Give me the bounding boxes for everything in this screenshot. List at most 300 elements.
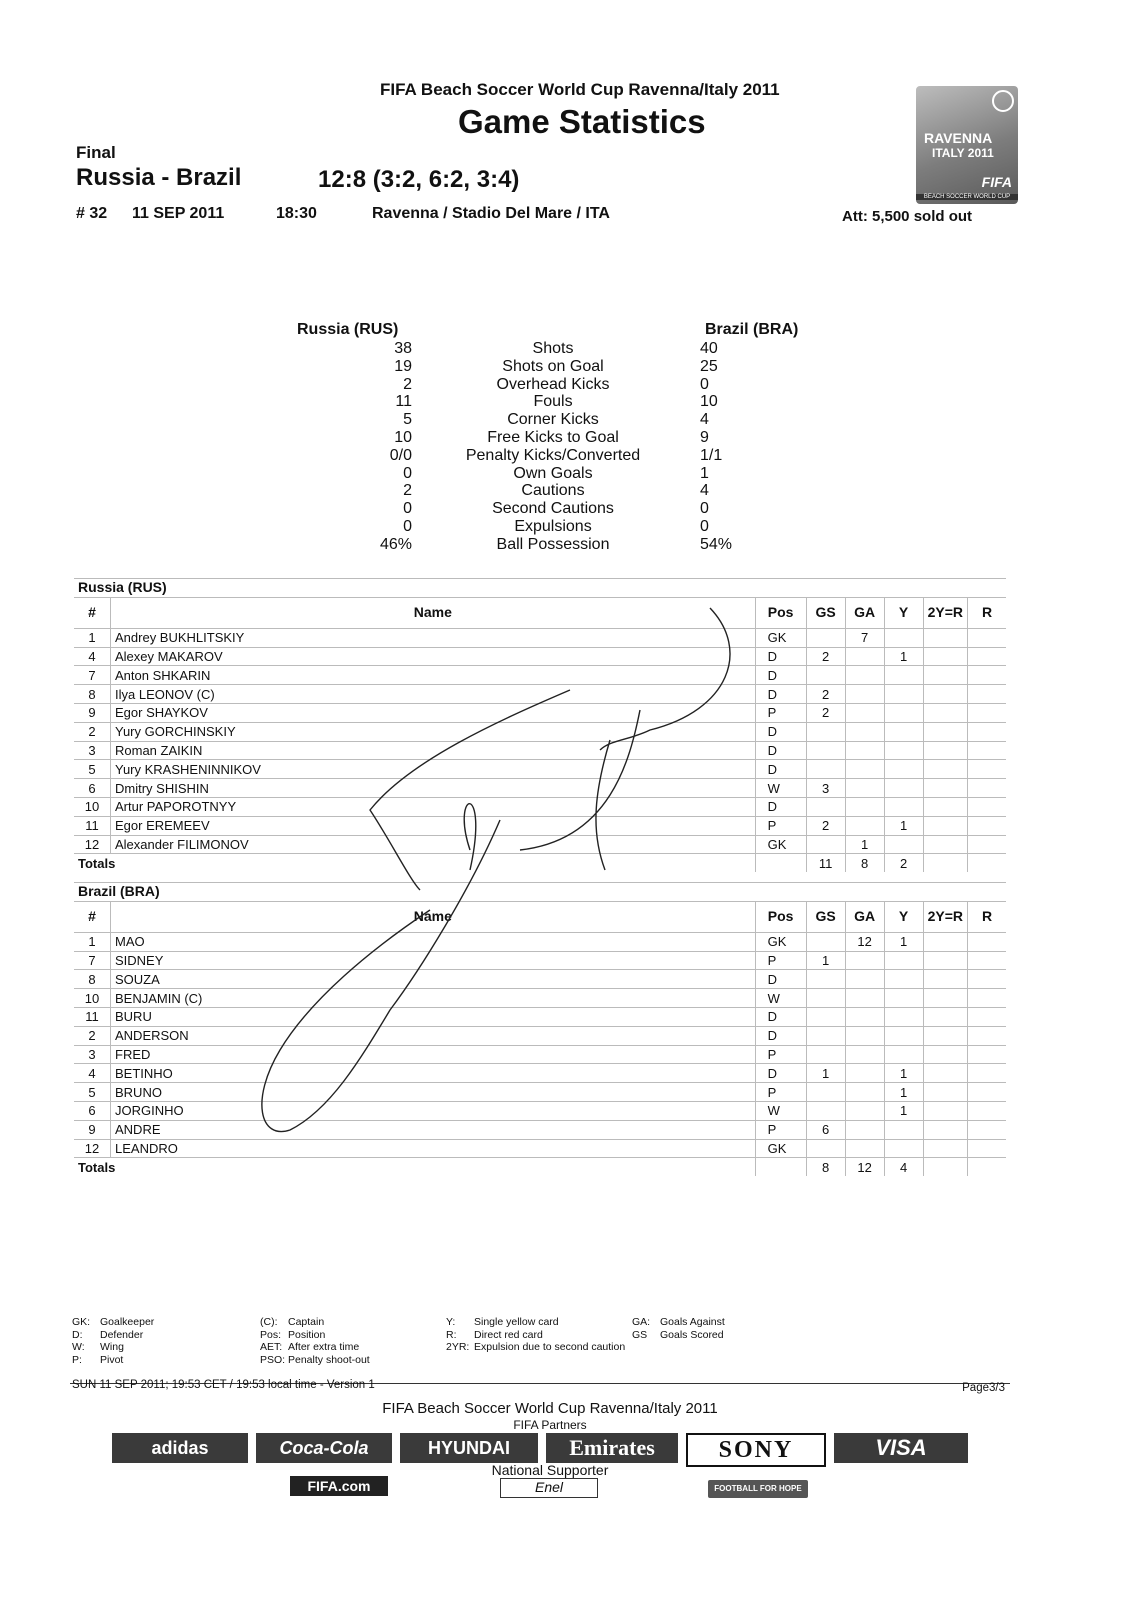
player-position: P bbox=[755, 1045, 806, 1064]
player-y2r bbox=[923, 647, 967, 666]
col-gs: GS bbox=[806, 901, 845, 932]
stats-away-team: Brazil (BRA) bbox=[705, 321, 799, 338]
player-number: 11 bbox=[74, 1007, 111, 1026]
legend-item bbox=[72, 1341, 154, 1354]
stat-label: Ball Possession bbox=[496, 535, 610, 553]
legend-item bbox=[72, 1354, 154, 1367]
legend-value: Expulsion due to second caution bbox=[474, 1341, 626, 1353]
player-gs: 3 bbox=[806, 779, 845, 798]
player-number: 3 bbox=[74, 741, 111, 760]
sponsor-coca-cola: Coca-Cola bbox=[256, 1433, 392, 1463]
stat-row bbox=[270, 411, 830, 429]
player-gs: 1 bbox=[806, 951, 845, 970]
player-number: 12 bbox=[74, 1139, 111, 1158]
player-gs bbox=[806, 989, 845, 1008]
legend-goals bbox=[632, 1316, 725, 1341]
stat-label: Fouls bbox=[533, 393, 573, 411]
stat-label: Corner Kicks bbox=[507, 411, 599, 429]
player-y bbox=[884, 1007, 923, 1026]
player-position: D bbox=[755, 1007, 806, 1026]
player-name: Dmitry SHISHIN bbox=[111, 779, 756, 798]
totals-pos bbox=[755, 1158, 806, 1176]
player-r bbox=[968, 816, 1007, 835]
player-ga: 7 bbox=[845, 628, 884, 647]
stat-label: Shots bbox=[532, 340, 574, 357]
player-gs bbox=[806, 1026, 845, 1045]
player-y2r bbox=[923, 1139, 967, 1158]
player-name: Roman ZAIKIN bbox=[111, 741, 756, 760]
legend-positions bbox=[72, 1316, 154, 1366]
player-position: D bbox=[755, 685, 806, 704]
player-gs bbox=[806, 666, 845, 685]
player-position: D bbox=[755, 666, 806, 685]
player-name: Alexey MAKAROV bbox=[111, 647, 756, 666]
totals-r bbox=[968, 854, 1007, 872]
legend-value: Single yellow card bbox=[474, 1316, 559, 1328]
player-name: Andrey BUKHLITSKIY bbox=[111, 628, 756, 647]
matchup: Russia - Brazil bbox=[76, 164, 242, 191]
player-y bbox=[884, 741, 923, 760]
player-y bbox=[884, 835, 923, 854]
stat-home-value: 10 bbox=[394, 428, 412, 446]
player-position: D bbox=[755, 1026, 806, 1045]
stat-label: Second Cautions bbox=[492, 500, 614, 518]
totals-row bbox=[74, 1158, 1006, 1176]
player-number: 8 bbox=[74, 970, 111, 989]
legend-item bbox=[72, 1316, 154, 1329]
col-name: Name bbox=[111, 901, 756, 932]
player-r bbox=[968, 1083, 1007, 1102]
totals-r bbox=[968, 1158, 1007, 1176]
attendance: Att: 5,500 sold out bbox=[842, 208, 973, 225]
player-y: 1 bbox=[884, 1083, 923, 1102]
player-r bbox=[968, 741, 1007, 760]
sponsor-emirates: Emirates bbox=[546, 1433, 678, 1463]
legend-item bbox=[260, 1329, 370, 1342]
col-gs: GS bbox=[806, 597, 845, 628]
totals-gs: 8 bbox=[806, 1158, 845, 1176]
player-position: D bbox=[755, 722, 806, 741]
legend-key: (C): bbox=[260, 1316, 278, 1328]
player-y bbox=[884, 1026, 923, 1045]
legend-item bbox=[446, 1316, 625, 1329]
player-gs: 6 bbox=[806, 1120, 845, 1139]
player-position: GK bbox=[755, 835, 806, 854]
player-position: D bbox=[755, 741, 806, 760]
player-r bbox=[968, 1026, 1007, 1045]
legend-value: Wing bbox=[100, 1341, 124, 1353]
player-name: Anton SHKARIN bbox=[111, 666, 756, 685]
document-title: Game Statistics bbox=[458, 103, 706, 140]
totals-label: Totals bbox=[78, 855, 116, 871]
stat-away-value: 1/1 bbox=[700, 446, 723, 464]
tournament-logo bbox=[916, 86, 1018, 204]
player-gs bbox=[806, 760, 845, 779]
totals-ga: 8 bbox=[845, 854, 884, 872]
player-y bbox=[884, 970, 923, 989]
player-ga bbox=[845, 1139, 884, 1158]
match-date: 11 SEP 2011 bbox=[132, 205, 225, 222]
stat-row bbox=[270, 482, 830, 500]
player-name: Egor SHAYKOV bbox=[111, 703, 756, 722]
player-position: P bbox=[755, 951, 806, 970]
player-number: 5 bbox=[74, 760, 111, 779]
player-y: 1 bbox=[884, 1064, 923, 1083]
player-name: BURU bbox=[111, 1007, 756, 1026]
stat-home-value: 46% bbox=[379, 535, 412, 553]
legend-value: Position bbox=[288, 1328, 326, 1341]
player-r bbox=[968, 1139, 1007, 1158]
player-y: 1 bbox=[884, 932, 923, 951]
player-position: P bbox=[755, 816, 806, 835]
player-position: GK bbox=[755, 932, 806, 951]
player-y2r bbox=[923, 1007, 967, 1026]
player-y bbox=[884, 685, 923, 704]
player-number: 4 bbox=[74, 647, 111, 666]
player-y2r bbox=[923, 1120, 967, 1139]
stat-row bbox=[270, 376, 830, 394]
stat-home-value: 19 bbox=[394, 357, 412, 375]
player-number: 11 bbox=[74, 816, 111, 835]
player-gs bbox=[806, 970, 845, 989]
stat-away-value: 54% bbox=[700, 535, 733, 553]
stat-home-value: 38 bbox=[394, 340, 412, 357]
player-number: 1 bbox=[74, 628, 111, 647]
player-name: Yury KRASHENINNIKOV bbox=[111, 760, 756, 779]
player-y2r bbox=[923, 1083, 967, 1102]
stat-away-value: 9 bbox=[700, 428, 709, 446]
player-y bbox=[884, 722, 923, 741]
player-ga bbox=[845, 779, 884, 798]
logo-line-3: FIFA bbox=[981, 174, 1012, 190]
player-y bbox=[884, 779, 923, 798]
col-name: Name bbox=[111, 597, 756, 628]
player-gs bbox=[806, 1101, 845, 1120]
stat-home-value: 2 bbox=[403, 375, 412, 393]
totals-y: 4 bbox=[884, 1158, 923, 1176]
player-number: 7 bbox=[74, 951, 111, 970]
player-position: D bbox=[755, 797, 806, 816]
player-y bbox=[884, 1045, 923, 1064]
player-name: LEANDRO bbox=[111, 1139, 756, 1158]
player-number: 8 bbox=[74, 685, 111, 704]
player-ga bbox=[845, 1045, 884, 1064]
player-r bbox=[968, 703, 1007, 722]
legend-item bbox=[260, 1316, 370, 1329]
stat-away-value: 10 bbox=[700, 393, 718, 411]
stat-row bbox=[270, 447, 830, 465]
player-r bbox=[968, 1101, 1007, 1120]
team-name: Russia (RUS) bbox=[74, 579, 1006, 598]
player-position: GK bbox=[755, 628, 806, 647]
player-gs: 2 bbox=[806, 816, 845, 835]
legend-key: PSO: bbox=[260, 1353, 286, 1366]
player-r bbox=[968, 722, 1007, 741]
player-ga bbox=[845, 647, 884, 666]
page-number: Page3/3 bbox=[962, 1382, 1005, 1394]
player-y2r bbox=[923, 932, 967, 951]
player-ga bbox=[845, 1083, 884, 1102]
player-number: 5 bbox=[74, 1083, 111, 1102]
stat-home-value: 2 bbox=[403, 482, 412, 500]
legend-value: Defender bbox=[100, 1328, 144, 1341]
player-y: 1 bbox=[884, 1101, 923, 1120]
player-y2r bbox=[923, 760, 967, 779]
player-position: P bbox=[755, 1083, 806, 1102]
player-ga: 1 bbox=[845, 835, 884, 854]
legend-cards bbox=[446, 1316, 625, 1354]
stat-away-value: 4 bbox=[700, 411, 709, 429]
legend-key: Pos: bbox=[260, 1328, 282, 1341]
player-ga bbox=[845, 722, 884, 741]
player-gs: 2 bbox=[806, 703, 845, 722]
player-position: GK bbox=[755, 1139, 806, 1158]
player-gs bbox=[806, 835, 845, 854]
player-ga bbox=[845, 1120, 884, 1139]
player-y2r bbox=[923, 685, 967, 704]
player-y: 1 bbox=[884, 647, 923, 666]
player-name: SOUZA bbox=[111, 970, 756, 989]
stat-away-value: 0 bbox=[700, 500, 709, 518]
player-number: 2 bbox=[74, 722, 111, 741]
player-ga bbox=[845, 816, 884, 835]
legend-value: Captain bbox=[288, 1316, 325, 1328]
player-r bbox=[968, 951, 1007, 970]
player-position: D bbox=[755, 760, 806, 779]
stat-row bbox=[270, 393, 830, 411]
col-number: # bbox=[74, 597, 111, 628]
player-y bbox=[884, 760, 923, 779]
footer-event-title: FIFA Beach Soccer World Cup Ravenna/Italy 2011 bbox=[382, 1400, 718, 1417]
player-position: D bbox=[755, 1064, 806, 1083]
stat-label: Own Goals bbox=[513, 464, 593, 482]
player-number: 10 bbox=[74, 989, 111, 1008]
player-r bbox=[968, 835, 1007, 854]
player-y bbox=[884, 666, 923, 685]
player-y bbox=[884, 797, 923, 816]
player-r bbox=[968, 1007, 1007, 1026]
stat-home-value: 0 bbox=[403, 517, 412, 535]
player-y2r bbox=[923, 989, 967, 1008]
player-y bbox=[884, 989, 923, 1008]
stat-away-value: 4 bbox=[700, 482, 709, 500]
fifa-com-logo: FIFA.com bbox=[290, 1476, 388, 1496]
legend-key: 2YR: bbox=[446, 1341, 470, 1353]
stats-home-team: Russia (RUS) bbox=[297, 321, 399, 338]
player-gs: 2 bbox=[806, 647, 845, 666]
player-y2r bbox=[923, 970, 967, 989]
final-score: 12:8 (3:2, 6:2, 3:4) bbox=[318, 166, 520, 193]
player-gs bbox=[806, 722, 845, 741]
player-y bbox=[884, 628, 923, 647]
stat-home-value: 0/0 bbox=[389, 446, 412, 464]
match-number: # 32 bbox=[76, 205, 108, 222]
logo-line-2: ITALY 2011 bbox=[932, 146, 994, 160]
legend-key: D: bbox=[72, 1328, 83, 1341]
match-stage: Final bbox=[76, 143, 116, 162]
player-position: W bbox=[755, 1101, 806, 1120]
player-r bbox=[968, 797, 1007, 816]
legend-item bbox=[260, 1341, 370, 1354]
player-y: 1 bbox=[884, 816, 923, 835]
player-r bbox=[968, 989, 1007, 1008]
player-y2r bbox=[923, 779, 967, 798]
player-r bbox=[968, 779, 1007, 798]
legend-key: GS bbox=[632, 1328, 648, 1341]
player-r bbox=[968, 1064, 1007, 1083]
stat-home-value: 0 bbox=[403, 464, 412, 482]
stat-label: Shots on Goal bbox=[502, 357, 604, 375]
totals-y2r bbox=[923, 854, 967, 872]
player-ga bbox=[845, 760, 884, 779]
stat-away-value: 40 bbox=[700, 340, 718, 357]
col-r: R bbox=[968, 597, 1007, 628]
player-ga bbox=[845, 1101, 884, 1120]
legend-key: Y: bbox=[446, 1316, 456, 1328]
player-r bbox=[968, 1120, 1007, 1139]
stat-home-value: 5 bbox=[403, 411, 412, 429]
stat-label: Expulsions bbox=[514, 517, 592, 535]
player-name: Artur PAPOROTNYY bbox=[111, 797, 756, 816]
player-y bbox=[884, 1120, 923, 1139]
player-y2r bbox=[923, 835, 967, 854]
player-name: JORGINHO bbox=[111, 1101, 756, 1120]
totals-ga: 12 bbox=[845, 1158, 884, 1176]
legend-value: Goals Scored bbox=[660, 1328, 724, 1341]
legend-terms bbox=[260, 1316, 370, 1366]
legend-item bbox=[260, 1354, 370, 1367]
player-position: P bbox=[755, 1120, 806, 1139]
national-supporter-label: National Supporter bbox=[491, 1462, 609, 1478]
player-ga bbox=[845, 951, 884, 970]
version-stamp: SUN 11 SEP 2011; 19:53 CET / 19:53 local time - Version 1 bbox=[72, 1379, 375, 1391]
legend-key: W: bbox=[72, 1341, 85, 1353]
player-ga bbox=[845, 1026, 884, 1045]
legend-key: GA: bbox=[632, 1316, 651, 1328]
logo-line-1: RAVENNA bbox=[924, 130, 993, 146]
player-y2r bbox=[923, 1026, 967, 1045]
player-name: Alexander FILIMONOV bbox=[111, 835, 756, 854]
stat-away-value: 0 bbox=[700, 517, 709, 535]
legend-item bbox=[72, 1329, 154, 1342]
legend-value: Pivot bbox=[100, 1353, 124, 1366]
stat-row bbox=[270, 340, 830, 358]
legend-key: R: bbox=[446, 1328, 457, 1341]
player-gs: 1 bbox=[806, 1064, 845, 1083]
player-name: FRED bbox=[111, 1045, 756, 1064]
legend-key: GK: bbox=[72, 1316, 91, 1328]
player-gs bbox=[806, 1007, 845, 1026]
partners-label: FIFA Partners bbox=[513, 1418, 587, 1432]
football-for-hope-logo: FOOTBALL FOR HOPE bbox=[708, 1480, 808, 1498]
player-position: D bbox=[755, 970, 806, 989]
player-ga bbox=[845, 1064, 884, 1083]
sponsor-adidas: adidas bbox=[112, 1433, 248, 1463]
player-name: BETINHO bbox=[111, 1064, 756, 1083]
sponsor-visa: VISA bbox=[834, 1433, 968, 1463]
player-gs bbox=[806, 628, 845, 647]
player-gs bbox=[806, 797, 845, 816]
logo-line-4: BEACH SOCCER WORLD CUP bbox=[916, 194, 1018, 200]
player-number: 1 bbox=[74, 932, 111, 951]
player-number: 9 bbox=[74, 703, 111, 722]
col-y2r: 2Y=R bbox=[923, 901, 967, 932]
sponsor-hyundai: HYUNDAI bbox=[400, 1433, 538, 1463]
stat-row bbox=[270, 518, 830, 536]
player-r bbox=[968, 760, 1007, 779]
stat-row bbox=[270, 500, 830, 518]
player-y2r bbox=[923, 797, 967, 816]
sponsor-sony: SONY bbox=[686, 1433, 826, 1467]
stat-row bbox=[270, 358, 830, 376]
player-number: 7 bbox=[74, 666, 111, 685]
player-name: MAO bbox=[111, 932, 756, 951]
player-r bbox=[968, 647, 1007, 666]
team-statistics bbox=[270, 340, 830, 554]
player-number: 3 bbox=[74, 1045, 111, 1064]
col-y: Y bbox=[884, 901, 923, 932]
legend-key: P: bbox=[72, 1353, 82, 1366]
player-gs bbox=[806, 1083, 845, 1102]
team-name: Brazil (BRA) bbox=[74, 883, 1006, 902]
stat-away-value: 0 bbox=[700, 375, 709, 393]
stat-away-value: 25 bbox=[700, 357, 718, 375]
player-gs bbox=[806, 1139, 845, 1158]
player-number: 6 bbox=[74, 1101, 111, 1120]
col-position: Pos bbox=[755, 597, 806, 628]
player-ga bbox=[845, 1007, 884, 1026]
player-position: W bbox=[755, 989, 806, 1008]
stat-label: Cautions bbox=[521, 482, 585, 500]
legend-item bbox=[446, 1329, 625, 1342]
stat-row bbox=[270, 465, 830, 483]
legend-value: After extra time bbox=[288, 1341, 360, 1353]
legend-item bbox=[632, 1316, 725, 1329]
player-y2r bbox=[923, 816, 967, 835]
player-y2r bbox=[923, 741, 967, 760]
player-r bbox=[968, 685, 1007, 704]
player-name: Egor EREMEEV bbox=[111, 816, 756, 835]
player-ga bbox=[845, 970, 884, 989]
player-y2r bbox=[923, 1101, 967, 1120]
player-name: SIDNEY bbox=[111, 951, 756, 970]
totals-y2r bbox=[923, 1158, 967, 1176]
player-y2r bbox=[923, 666, 967, 685]
player-number: 10 bbox=[74, 797, 111, 816]
stat-label: Free Kicks to Goal bbox=[487, 428, 619, 446]
player-ga: 12 bbox=[845, 932, 884, 951]
player-y bbox=[884, 1139, 923, 1158]
player-position: W bbox=[755, 779, 806, 798]
player-y2r bbox=[923, 1064, 967, 1083]
stat-away-value: 1 bbox=[700, 464, 709, 482]
player-gs: 2 bbox=[806, 685, 845, 704]
player-r bbox=[968, 932, 1007, 951]
player-number: 4 bbox=[74, 1064, 111, 1083]
player-r bbox=[968, 1045, 1007, 1064]
match-time: 18:30 bbox=[276, 205, 317, 222]
player-name: ANDERSON bbox=[111, 1026, 756, 1045]
col-ga: GA bbox=[845, 901, 884, 932]
col-number: # bbox=[74, 901, 111, 932]
player-name: BENJAMIN (C) bbox=[111, 989, 756, 1008]
player-name: Yury GORCHINSKIY bbox=[111, 722, 756, 741]
enel-logo: Enel bbox=[500, 1478, 598, 1498]
player-y bbox=[884, 951, 923, 970]
signature bbox=[250, 590, 770, 1150]
player-number: 6 bbox=[74, 779, 111, 798]
stat-home-value: 11 bbox=[395, 393, 412, 411]
